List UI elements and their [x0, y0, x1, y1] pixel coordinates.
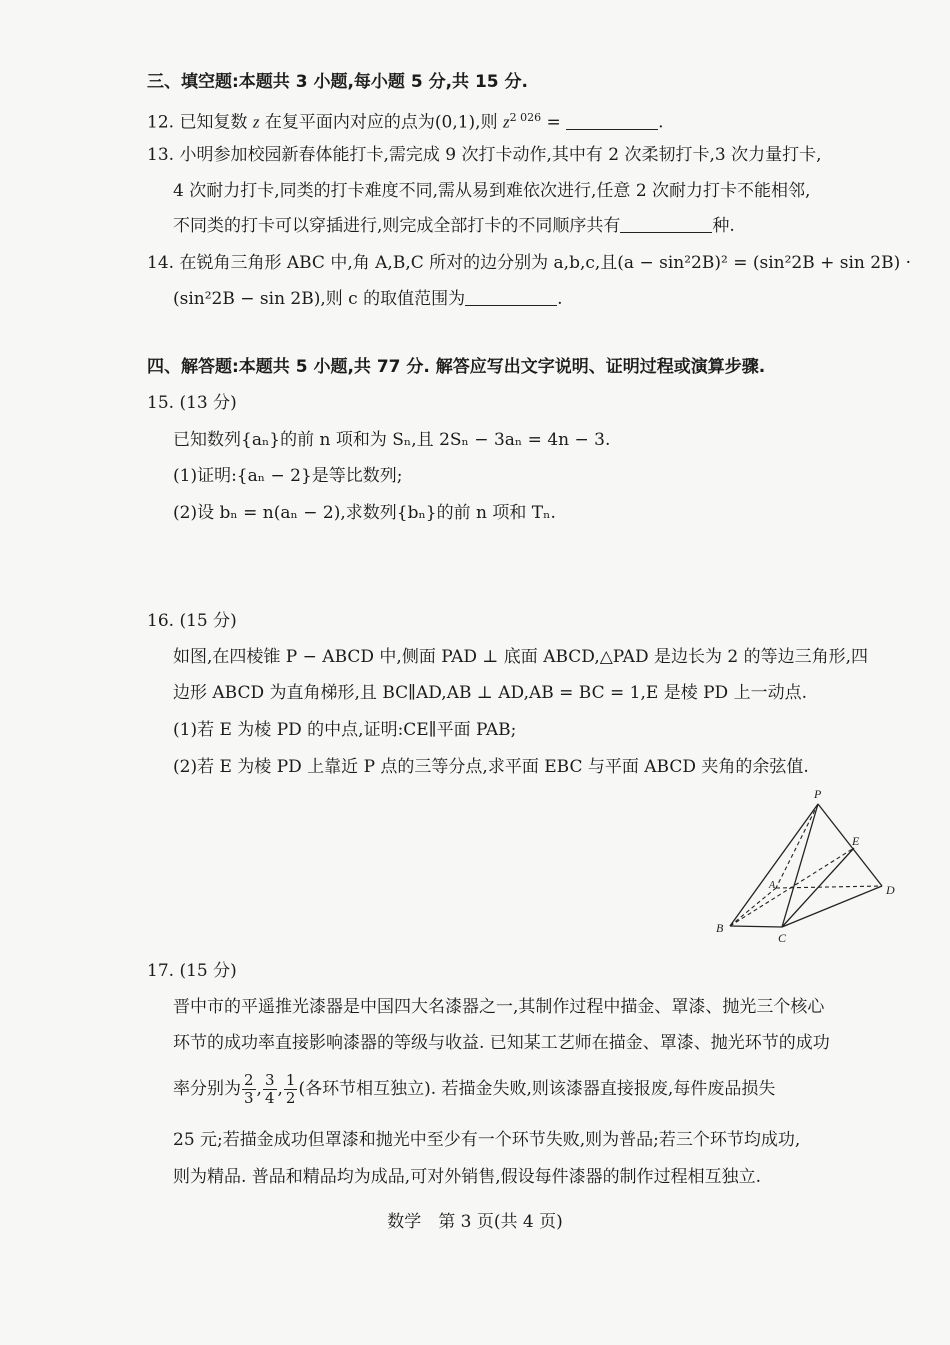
- edge-PC: [782, 804, 818, 927]
- question-17-line-5: 则为精品. 普品和精品均为成品,可对外销售,假设每件漆器的制作过程相互独立.: [173, 1167, 762, 1187]
- page-footer: 数学 第 3 页(共 4 页): [387, 1212, 563, 1232]
- q12-period: .: [658, 112, 664, 133]
- q13-unit: 种.: [712, 216, 735, 236]
- question-17-line-1: 晋中市的平遥推光漆器是中国四大名漆器之一,其制作过程中描金、罩漆、抛光三个核心: [173, 997, 825, 1017]
- label-P: P: [814, 787, 822, 801]
- question-13-line-2: 4 次耐力打卡,同类的打卡难度不同,需从易到难依次进行,任意 2 次耐力打卡不能相邻,: [173, 181, 811, 201]
- q17-rate-prefix: 率分别为: [173, 1079, 241, 1099]
- question-13-line-1: 13. 小明参加校园新春体能打卡,需完成 9 次打卡动作,其中有 2 次柔韧打卡,3 次力量打卡,: [147, 145, 822, 165]
- label-D: D: [886, 883, 895, 897]
- fraction-numerator: 3: [264, 1071, 275, 1089]
- fraction-3-4: [263, 1072, 277, 1107]
- fraction-numerator: 1: [285, 1071, 296, 1089]
- fraction-numerator: 2: [244, 1071, 254, 1089]
- q12-text-a: 12. 已知复数: [147, 112, 253, 133]
- q12-exponent: 2 026: [509, 111, 542, 124]
- label-B: B: [716, 921, 724, 935]
- q14-text: (sin²2B − sin 2B),则 c 的取值范围为: [173, 289, 466, 309]
- q14-period: .: [557, 289, 563, 309]
- question-16-title: 16. (15 分): [147, 611, 237, 631]
- answer-blank: [620, 232, 712, 233]
- question-16-line-1: 如图,在四棱锥 P − ABCD 中,侧面 PAD ⊥ 底面 ABCD,△PAD 是边长为 2 的等边三角形,四: [173, 647, 869, 667]
- q12-var-z2: z: [502, 112, 510, 132]
- q13-text: 不同类的打卡可以穿插进行,则完成全部打卡的不同顺序共有: [173, 216, 621, 236]
- q12-equals: =: [541, 112, 567, 133]
- fraction-denominator: 3: [244, 1089, 254, 1107]
- pyramid-figure: [712, 784, 902, 944]
- edge-BC: [730, 926, 782, 927]
- question-17-line-3: 率分别为 $\frac{2}{3}$ , $\frac{3}{4}$ , $\frac{1}{2}$ (各环节相互独立). 若描金失败,则该漆器直接报废,每件废品损失: [173, 1071, 776, 1107]
- fraction-1-2: [284, 1072, 298, 1107]
- answer-blank: [566, 129, 658, 130]
- question-15-title: 15. (13 分): [147, 393, 237, 413]
- q17-rate-suffix: (各环节相互独立). 若描金失败,则该漆器直接报废,每件废品损失: [298, 1079, 776, 1099]
- section-3-heading: 三、填空题:本题共 3 小题,每小题 5 分,共 15 分.: [147, 72, 528, 92]
- fraction-denominator: 2: [285, 1089, 296, 1107]
- question-15-line-1: 已知数列{aₙ}的前 n 项和为 Sₙ,且 2Sₙ − 3aₙ = 4n − 3.: [173, 430, 611, 450]
- question-14-line-2: [173, 287, 563, 311]
- label-E: E: [852, 834, 860, 848]
- question-14-line-1: 14. 在锐角三角形 ABC 中,角 A,B,C 所对的边分别为 a,b,c,且(a − sin²2B)² = (sin²2B + sin 2B) ·: [147, 253, 912, 273]
- q12-text-c: 在复平面内对应的点为(0,1),则: [259, 112, 503, 133]
- fraction-denominator: 4: [264, 1089, 275, 1107]
- question-17-line-4: 25 元;若描金成功但罩漆和抛光中至少有一个环节失败,则为普品;若三个环节均成功,: [173, 1130, 801, 1150]
- answer-blank: [465, 305, 557, 306]
- question-15-part-1: (1)证明:{aₙ − 2}是等比数列;: [173, 466, 403, 486]
- edge-PD: [818, 804, 882, 886]
- question-16-part-2: (2)若 E 为棱 PD 上靠近 P 点的三等分点,求平面 EBC 与平面 ABCD 夹角的余弦值.: [173, 757, 809, 777]
- question-17-line-2: 环节的成功率直接影响漆器的等级与收益. 已知某工艺师在描金、罩漆、抛光环节的成功: [173, 1033, 830, 1053]
- fraction-2-3: [242, 1072, 256, 1107]
- edge-PB: [730, 804, 818, 926]
- question-17-title: 17. (15 分): [147, 961, 237, 981]
- q12-var-z: z: [252, 112, 260, 132]
- question-12: [147, 106, 664, 135]
- question-15-part-2: (2)设 bₙ = n(aₙ − 2),求数列{bₙ}的前 n 项和 Tₙ.: [173, 503, 556, 523]
- question-16-part-1: (1)若 E 为棱 PD 的中点,证明:CE∥平面 PAB;: [173, 720, 517, 740]
- section-4-heading: 四、解答题:本题共 5 小题,共 77 分. 解答应写出文字说明、证明过程或演算步骤.: [147, 357, 766, 377]
- label-A: A: [769, 880, 776, 891]
- edge-CD: [782, 886, 882, 927]
- question-13-line-3: [173, 214, 735, 238]
- question-16-line-2: 边形 ABCD 为直角梯形,且 BC∥AD,AB ⊥ AD,AB = BC = 1,E 是棱 PD 上一动点.: [173, 683, 807, 703]
- label-C: C: [778, 931, 787, 944]
